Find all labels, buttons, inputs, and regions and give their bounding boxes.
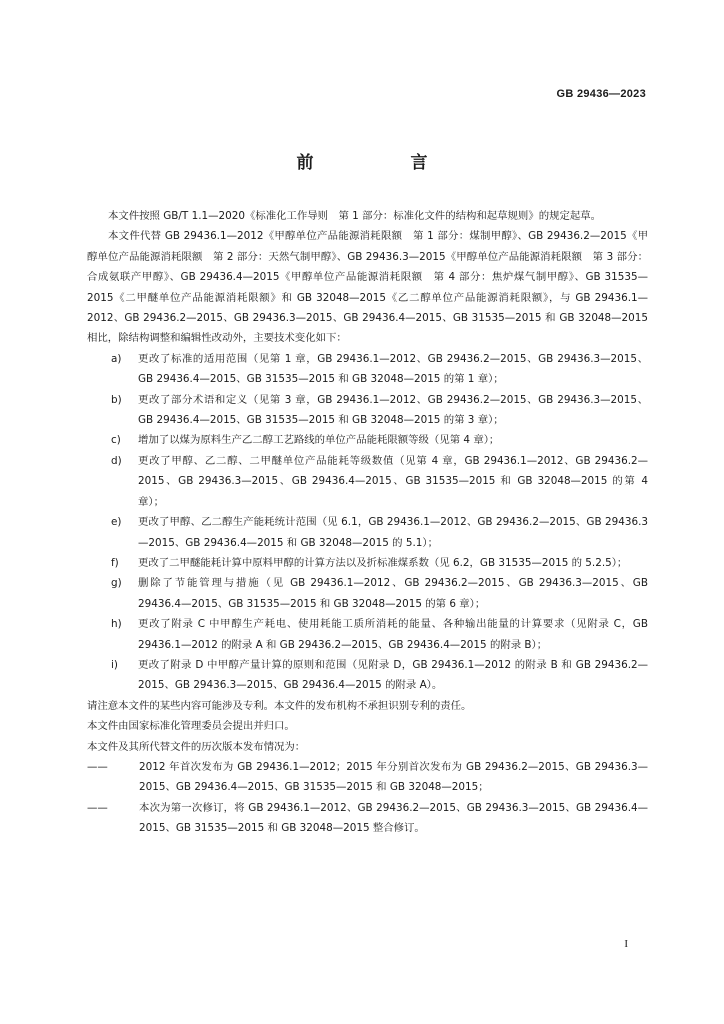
list-marker: a) (111, 352, 122, 365)
patent-notice: 请注意本文件的某些内容可能涉及专利。本文件的发布机构不承担识别专利的责任。 (87, 699, 472, 712)
history-text: 2012 年首次发布为 GB 29436.1—2012；2015 年分别首次发布为 GB 29436.2—2015、GB 29436.3—2015、GB 29436.4—2015、GB 31535—2015 和 GB 32048—2015； (139, 760, 648, 794)
history-item-revision (87, 798, 648, 839)
replacement-paragraph: 本文件代替 GB 29436.1—2012《甲醇单位产品能源消耗限额 第 1 部分：煤制甲醇》、GB 29436.2—2015《甲醇单位产品能源消耗限额 第 2 部分：天然气制甲醇》、GB 29436.3—2015《甲醇单位产品能源消耗限额 第 3 部分：合成氨联产甲醇》、GB 29436.4—2015《甲醇单位产品能源消耗限额 第 4 部分：焦炉煤气制甲醇》、GB 31535—2015《二甲醚单位产品能源消耗限额》和 GB 32048—2015《乙二醇单位产品能源消耗限额》，与 GB 29436.1—2012、GB 29436.2—2015、GB 29436.3—2015、GB 29436.4—2015、GB 31535—2015 和 GB 32048—2015 相比，除结构调整和编辑性改动外，主要技术变化如下： (87, 230, 648, 345)
drafting-rule-paragraph: 本文件按照 GB/T 1.1—2020《标准化工作导则 第 1 部分：标准化文件的结构和起草规则》的规定起草。 (108, 210, 602, 222)
change-item-g (87, 573, 648, 614)
list-marker: d) (111, 454, 122, 467)
change-item-d (87, 451, 648, 512)
page-number: I (624, 938, 628, 950)
change-text: 更改了甲醇、乙二醇生产能耗统计范围（见 6.1，GB 29436.1—2012、GB 29436.2—2015、GB 29436.3—2015、GB 29436.4—2015 和 GB 32048—2015 的 5.1）； (138, 516, 648, 549)
change-text: 增加了以煤为原料生产乙二醇工艺路线的单位产品能耗限额等级（见第 4 章）； (138, 434, 500, 447)
page-title: 前 言 (296, 153, 468, 173)
list-marker: f) (111, 556, 119, 569)
change-item-a (87, 349, 648, 390)
foreword-body (87, 206, 648, 839)
document-code: GB 29436—2023 (556, 88, 646, 100)
change-text: 更改了甲醇、乙二醇、二甲醚单位产品能耗等级数值（见第 4 章，GB 29436.1—2012、GB 29436.2—2015、GB 29436.3—2015、GB 29436.4—2015、GB 31535—2015 和 GB 32048—2015 的第 4 章）； (138, 454, 648, 508)
change-text: 更改了附录 C 中甲醇生产耗电、使用耗能工质所消耗的能量、各种输出能量的计算要求（见附录 C，GB 29436.1—2012 的附录 A 和 GB 29436.2—2015、GB 29436.4—2015 的附录 B）； (138, 618, 648, 651)
history-intro: 本文件及其所代替文件的历次版本发布情况为： (87, 740, 306, 753)
list-marker: b) (111, 393, 122, 406)
change-item-h (87, 614, 648, 655)
change-text: 更改了附录 D 中甲醇产量计算的原则和范围（见附录 D，GB 29436.1—2012 的附录 B 和 GB 29436.2—2015、GB 29436.3—2015、GB 29436.4—2015 的附录 A）。 (138, 658, 648, 692)
list-marker: h) (111, 618, 122, 631)
history-dash: —— (87, 760, 108, 773)
change-item-c (87, 430, 648, 450)
list-marker: g) (111, 577, 122, 590)
list-marker: c) (111, 434, 121, 447)
change-item-f (87, 553, 648, 573)
proposer-statement: 本文件由国家标准化管理委员会提出并归口。 (87, 720, 295, 733)
change-item-b (87, 390, 648, 431)
change-item-i (87, 655, 648, 696)
list-marker: i) (111, 658, 118, 671)
list-marker: e) (111, 516, 122, 529)
history-dash: —— (87, 801, 108, 814)
change-text: 更改了标准的适用范围（见第 1 章，GB 29436.1—2012、GB 29436.2—2015、GB 29436.3—2015、GB 29436.4—2015、GB 31535—2015 和 GB 32048—2015 的第 1 章）； (138, 352, 648, 386)
change-item-e (87, 512, 648, 553)
change-text: 更改了二甲醚能耗计算中原料甲醇的计算方法以及折标准煤系数（见 6.2，GB 31535—2015 的 5.2.5）； (138, 556, 628, 569)
history-item-first-release (87, 757, 648, 798)
change-text: 更改了部分术语和定义（见第 3 章，GB 29436.1—2012、GB 29436.2—2015、GB 29436.3—2015、GB 29436.4—2015、GB 31535—2015 和 GB 32048—2015 的第 3 章）； (138, 393, 648, 427)
change-text: 删除了节能管理与措施（见 GB 29436.1—2012、GB 29436.2—2015、GB 29436.3—2015、GB 29436.4—2015、GB 31535—2015 和 GB 32048—2015 的第 6 章）； (138, 577, 648, 610)
history-text: 本次为第一次修订，将 GB 29436.1—2012、GB 29436.2—2015、GB 29436.3—2015、GB 29436.4—2015、GB 31535—2015 和 GB 32048—2015 整合修订。 (139, 801, 648, 835)
